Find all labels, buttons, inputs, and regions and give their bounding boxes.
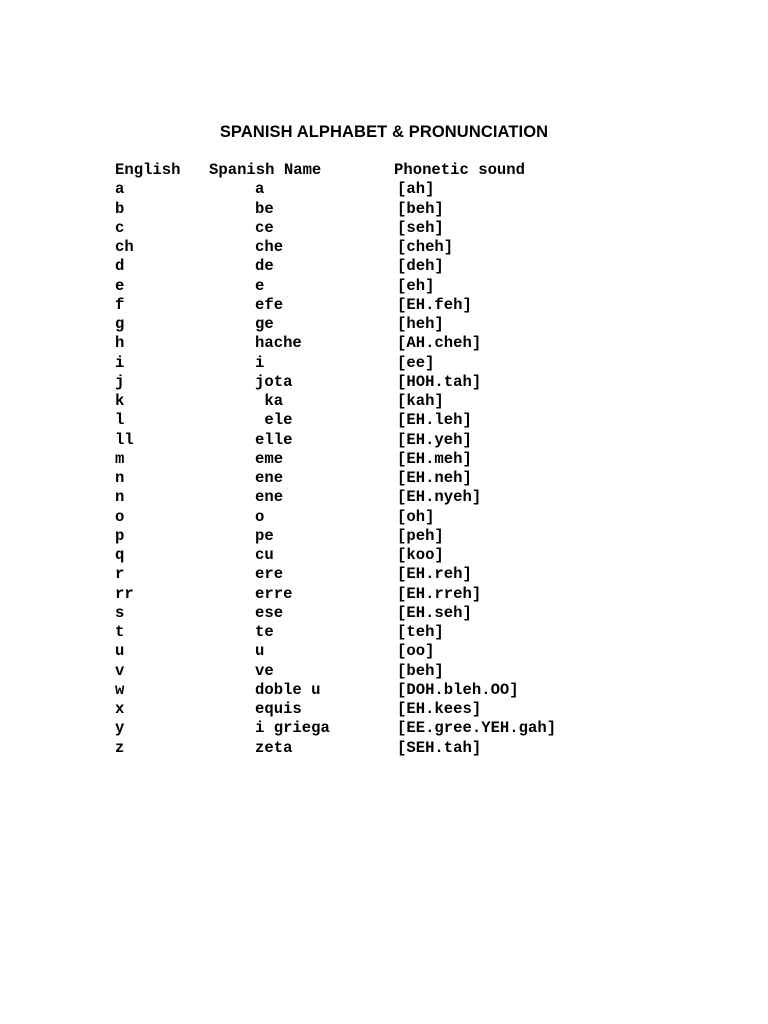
phonetic-cell: [EH.yeh] <box>397 430 472 449</box>
table-row <box>115 700 482 719</box>
table-row <box>115 276 435 296</box>
spanish-name-cell: ce <box>255 218 274 237</box>
phonetic-cell: [heh] <box>397 315 444 333</box>
letter-cell: ch <box>115 238 134 256</box>
page-title: SPANISH ALPHABET & PRONUNCIATION <box>219 123 549 141</box>
spanish-name-cell: ve <box>255 661 274 680</box>
table-row <box>115 257 444 276</box>
alphabet-table <box>115 161 557 758</box>
letter-cell: ll <box>115 430 134 449</box>
table-row <box>115 565 472 584</box>
spanish-name-cell: zeta <box>255 738 293 757</box>
table-row <box>115 488 482 507</box>
phonetic-cell: [EH.meh] <box>397 449 472 468</box>
table-row <box>115 353 435 373</box>
table-row <box>115 661 444 681</box>
spanish-name-cell: e <box>255 276 265 295</box>
header-spanish-name: Spanish Name <box>209 161 322 179</box>
letter-cell: f <box>115 295 125 314</box>
table-row <box>115 218 444 238</box>
letter-cell: i <box>115 353 125 372</box>
phonetic-cell: [deh] <box>397 257 444 276</box>
table-row <box>115 372 482 392</box>
letter-cell: n <box>115 469 125 487</box>
spanish-name-cell: elle <box>255 430 293 449</box>
letter-cell: e <box>115 276 125 295</box>
header-phonetic-sound: Phonetic sound <box>394 161 526 179</box>
table-row <box>115 392 444 411</box>
spanish-name-cell: ene <box>255 469 284 487</box>
spanish-name-cell: ele <box>255 411 293 430</box>
letter-cell: w <box>115 680 125 699</box>
phonetic-cell: [EH.leh] <box>397 411 472 430</box>
spanish-name-cell: eme <box>255 449 284 468</box>
letter-cell: a <box>115 180 125 199</box>
spanish-name-cell: i <box>255 353 265 372</box>
letter-cell: s <box>115 603 125 622</box>
spanish-name-cell: o <box>255 507 265 526</box>
table-row <box>115 546 444 565</box>
table-row <box>115 315 444 334</box>
letter-cell: y <box>115 719 125 738</box>
spanish-name-cell: ge <box>255 315 274 333</box>
letter-cell: b <box>115 199 125 218</box>
phonetic-cell: [ee] <box>397 353 435 372</box>
phonetic-cell: [ah] <box>397 180 435 199</box>
spanish-name-cell: equis <box>255 700 302 718</box>
table-row <box>115 738 482 758</box>
letter-cell: t <box>115 623 125 641</box>
phonetic-cell: [HOH.tah] <box>397 372 482 391</box>
phonetic-cell: [eh] <box>397 276 435 295</box>
phonetic-cell: [EH.neh] <box>397 469 472 487</box>
letter-cell: j <box>115 372 125 391</box>
spanish-name-cell: te <box>255 623 274 641</box>
phonetic-cell: [beh] <box>397 661 444 680</box>
table-row <box>115 411 472 430</box>
letter-cell: o <box>115 507 125 526</box>
table-row <box>115 623 444 642</box>
letter-cell: rr <box>115 584 134 603</box>
phonetic-cell: [peh] <box>397 526 444 545</box>
letter-cell: d <box>115 257 125 276</box>
spanish-name-cell: che <box>255 238 284 256</box>
table-row <box>115 584 482 604</box>
table-row <box>115 238 454 257</box>
spanish-name-cell: de <box>255 257 274 276</box>
spanish-name-cell: efe <box>255 295 284 314</box>
spanish-name-cell: be <box>255 199 274 218</box>
phonetic-cell: [EE.gree.YEH.gah] <box>397 719 557 738</box>
phonetic-cell: [EH.feh] <box>397 295 472 314</box>
phonetic-cell: [kah] <box>397 392 444 410</box>
letter-cell: g <box>115 315 125 333</box>
letter-cell: v <box>115 661 125 680</box>
phonetic-cell: [oo] <box>397 642 435 661</box>
letter-cell: n <box>115 488 125 507</box>
spanish-name-cell: ere <box>255 565 284 584</box>
phonetic-cell: [EH.seh] <box>397 603 472 622</box>
spanish-name-cell: ene <box>255 488 284 507</box>
table-row <box>115 295 472 315</box>
phonetic-cell: [seh] <box>397 218 444 237</box>
spanish-name-cell: jota <box>255 372 293 391</box>
letter-cell: u <box>115 642 125 661</box>
letter-cell: r <box>115 565 125 584</box>
letter-cell: h <box>115 334 125 353</box>
letter-cell: z <box>115 738 125 757</box>
spanish-name-cell: cu <box>255 546 274 564</box>
spanish-name-cell: u <box>255 642 265 661</box>
spanish-name-cell: i griega <box>255 719 330 738</box>
letter-cell: p <box>115 526 125 545</box>
letter-cell: x <box>115 700 125 718</box>
phonetic-cell: [AH.cheh] <box>397 334 482 353</box>
phonetic-cell: [DOH.bleh.OO] <box>397 680 519 699</box>
spanish-name-cell: ese <box>255 603 284 622</box>
letter-cell: k <box>115 392 125 410</box>
table-row <box>115 334 482 353</box>
table-row <box>115 430 472 450</box>
table-header-row <box>115 161 526 180</box>
table-row <box>115 642 435 661</box>
spanish-name-cell: hache <box>255 334 302 353</box>
table-row <box>115 199 444 219</box>
phonetic-cell: [koo] <box>397 546 444 564</box>
table-row <box>115 603 472 623</box>
spanish-name-cell: doble u <box>255 680 321 699</box>
phonetic-cell: [oh] <box>397 507 435 526</box>
letter-cell: q <box>115 546 125 564</box>
table-row <box>115 449 472 469</box>
header-english: English <box>115 161 181 179</box>
phonetic-cell: [EH.kees] <box>397 700 482 718</box>
phonetic-cell: [SEH.tah] <box>397 738 482 757</box>
phonetic-cell: [EH.reh] <box>397 565 472 584</box>
spanish-name-cell: ka <box>255 392 284 410</box>
spanish-name-cell: erre <box>255 584 293 603</box>
letter-cell: l <box>115 411 125 430</box>
spanish-name-cell: a <box>255 180 265 199</box>
phonetic-cell: [beh] <box>397 199 444 218</box>
table-row <box>115 469 472 488</box>
table-row <box>115 507 435 527</box>
table-row <box>115 680 519 700</box>
letter-cell: c <box>115 218 125 237</box>
spanish-name-cell: pe <box>255 526 274 545</box>
phonetic-cell: [teh] <box>397 623 444 641</box>
phonetic-cell: [EH.nyeh] <box>397 488 482 507</box>
phonetic-cell: [cheh] <box>397 238 454 256</box>
table-row <box>115 719 557 738</box>
table-row <box>115 526 444 546</box>
table-row <box>115 180 435 199</box>
table-body <box>115 180 557 758</box>
letter-cell: m <box>115 449 125 468</box>
phonetic-cell: [EH.rreh] <box>397 584 482 603</box>
